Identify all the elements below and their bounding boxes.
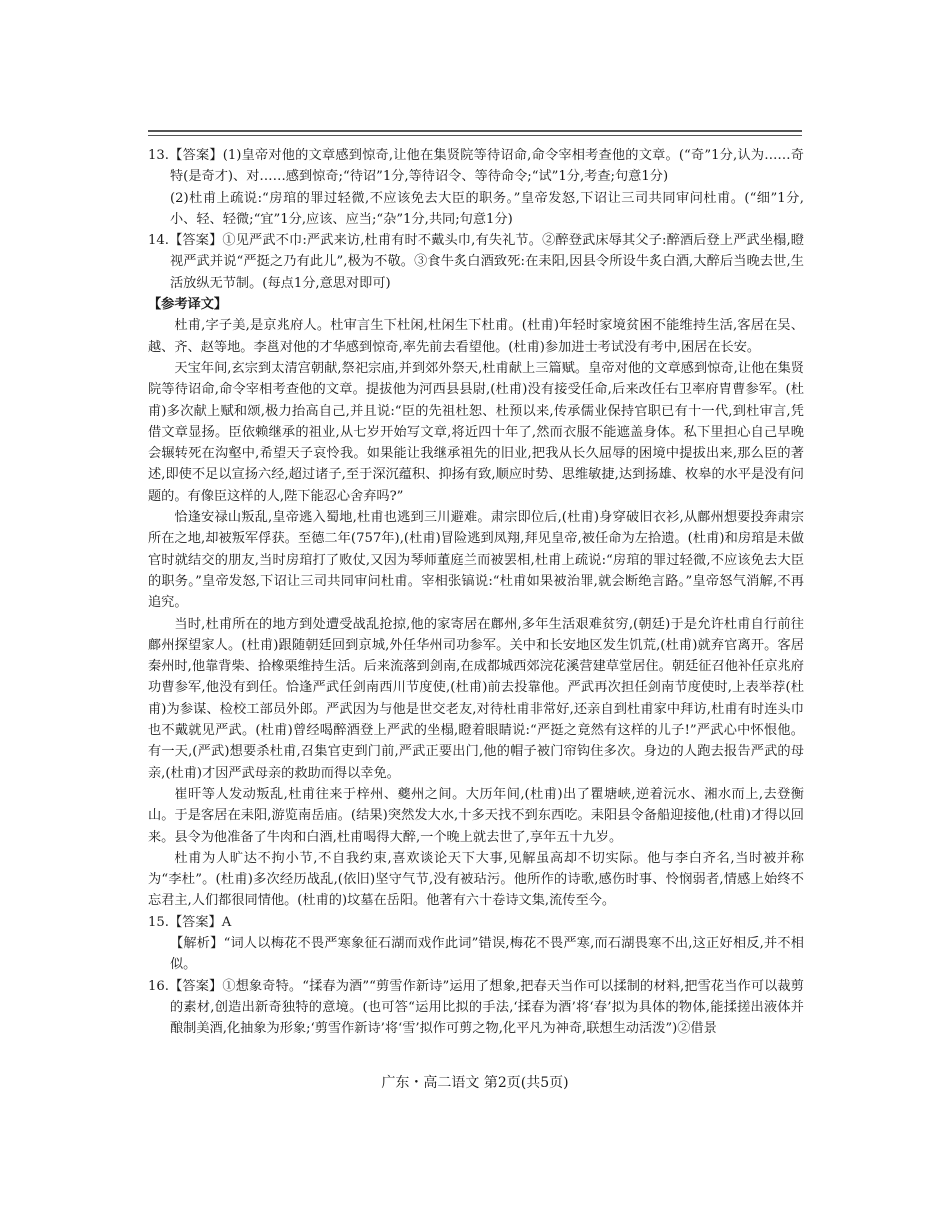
q13-answer-part2: (2)杜甫上疏说:“房琯的罪过轻微,不应该免去大臣的职务。”皇帝发怒,下诏让三司共同审问杜甫。(“细”1分,小、轻、轻微;“宜”1分,应该、应当;“杂”1分,共同;句意1分): [170, 190, 804, 227]
translation-paragraph-5: 崔旰等人发动叛乱,杜甫往来于梓州、夔州之间。大历年间,(杜甫)出了瞿塘峡,逆着沅水、湘水而上,去登衡山。于是客居在耒阳,游览南岳庙。(结果)突然发大水,十多天找不到东西吃。耒阳县令备船迎接他,(杜甫)才得以回来。县令为他准备了牛肉和白酒,杜甫喝得大醉,一个晚上就去世了,享年五十九岁。: [148, 786, 804, 845]
q15-answer: 15.【答案】A: [148, 914, 232, 930]
q15-analysis: 【解析】“词人以梅花不畏严寒象征石湖而戏作此词”错误,梅花不畏严寒,而石湖畏寒不出,这正好相反,并不相似。: [170, 935, 804, 973]
answer-content: [148, 145, 804, 1039]
q13-answer-part1: 13.【答案】(1)皇帝对他的文章感到惊奇,让他在集贤院等待诏命,命令宰相考查他的文章。(“奇”1分,认为……奇特(是奇才)、对……感到惊奇;“待诏”1分,等待诏令、等待命令;“试”1分,考查;句意1分): [148, 148, 804, 185]
top-double-rule: [148, 130, 802, 136]
translation-paragraph-1: 杜甫,字子美,是京兆府人。杜审言生下杜闲,杜闲生下杜甫。(杜甫)年轻时家境贫困不能维持生活,客居在吴、越、齐、赵等地。李邕对他的才华感到惊奇,率先前去看望他。(杜甫)参加进士考试没有考中,困居在长安。: [148, 318, 804, 355]
q16-answer: 16.【答案】①想象奇特。“揉春为酒”“剪雪作新诗”运用了想象,把春天当作可以揉制的材料,把雪花当作可以裁剪的素材,创造出新奇独特的意境。(也可答“运用比拟的手法,‘揉春为酒’将‘春’拟为具体的物体,能揉搓出液体并酿制美酒,化抽象为形象;‘剪雪作新诗’将‘雪’拟作可剪之物,化平凡为神奇,联想生动活泼”)②借景: [148, 978, 804, 1037]
translation-paragraph-6: 杜甫为人旷达不拘小节,不自我约束,喜欢谈论天下大事,见解虽高却不切实际。他与李白齐名,当时被并称为“李杜”。(杜甫)多次经历战乱,(依旧)坚守气节,没有被玷污。他所作的诗歌,感伤时事、怜悯弱者,情感上始终不忘君主,人们都很同情他。(杜甫的)坟墓在岳阳。他著有六十卷诗文集,流传至今。: [148, 850, 804, 909]
translation-paragraph-3: 恰逢安禄山叛乱,皇帝逃入蜀地,杜甫也逃到三川避难。肃宗即位后,(杜甫)身穿破旧衣衫,从鄜州想要投奔肃宗所在之地,却被叛军俘获。至德二年(757年),(杜甫)冒险逃到凤翔,拜见皇帝,被任命为左拾遗。(杜甫)和房琯是未做官时就结交的朋友,当时房琯打了败仗,又因为琴师董庭兰而被罢相,杜甫上疏说:“房琯的罪过轻微,不应该免去大臣的职务。”皇帝发怒,下诏让三司共同审问杜甫。宰相张镐说:“杜甫如果被治罪,就会断绝言路。”皇帝怒气消解,不再追究。: [148, 510, 804, 611]
page-footer: 广东・高二语文 第2页(共5页): [381, 1075, 569, 1091]
q14-answer: 14.【答案】①见严武不巾:严武来访,杜甫有时不戴头巾,有失礼节。②醉登武床辱其父子:醉酒后登上严武坐榻,瞪视严武并说“严挺之乃有此儿”,极为不敬。③食牛炙白酒致死:在耒阳,因县令所设牛炙白酒,大醉后当晚去世,生活放纵无节制。(每点1分,意思对即可): [148, 233, 804, 291]
translation-paragraph-4: 当时,杜甫所在的地方到处遭受战乱抢掠,他的家寄居在鄜州,多年生活艰难贫穷,(朝廷)于是允许杜甫自行前往鄜州探望家人。(杜甫)跟随朝廷回到京城,外任华州司功参军。关中和长安地区发生饥荒,(杜甫)就弃官离开。客居秦州时,他靠背柴、拾橡栗维持生活。后来流落到剑南,在成都城西郊浣花溪营建草堂居住。朝廷征召他补任京兆府功曹参军,他没有到任。恰逢严武任剑南西川节度使,(杜甫)前去投靠他。严武再次担任剑南节度使时,上表举荐(杜甫)为参谋、检校工部员外郎。严武因为与他是世交老友,对待杜甫非常好,还亲自到杜甫家中拜访,杜甫有时连头巾也不戴就见严武。(杜甫)曾经喝醉酒登上严武的坐榻,瞪着眼睛说:“严挺之竟然有这样的儿子!”严武心中怀恨他。有一天,(严武)想要杀杜甫,召集官吏到门前,严武正要出门,他的帽子被门帘钩住多次。身边的人跑去报告严武的母亲,(杜甫)才因严武母亲的救助而得以幸免。: [148, 616, 804, 781]
translation-heading: 【参考译文】: [148, 297, 228, 313]
translation-paragraph-2: 天宝年间,玄宗到太清宫朝献,祭祀宗庙,并到郊外祭天,杜甫献上三篇赋。皇帝对他的文章感到惊奇,让他在集贤院等待诏命,命令宰相考查他的文章。提拔他为河西县县尉,(杜甫)没有接受任命,后来改任右卫率府胄曹参军。(杜甫)多次献上赋和颂,极力抬高自己,并且说:“臣的先祖杜恕、杜预以来,传承儒业保持官职已有十一代,到杜审言,凭借文章显扬。臣依赖继承的祖业,从七岁开始写文章,将近四十年了,然而衣服不能遮盖身体。私下里担心自己早晚会辗转死在沟壑中,希望天子哀怜我。如果能让我继承祖先的旧业,把我从长久屈辱的困境中提拔出来,那么臣的著述,即使不足以宣扬六经,超过诸子,至于深沉蕴积、抑扬有致,顺应时势、思维敏捷,达到扬雄、枚皋的水平是没有问题的。有像臣这样的人,陛下能忍心舍弃吗?”: [148, 360, 804, 504]
